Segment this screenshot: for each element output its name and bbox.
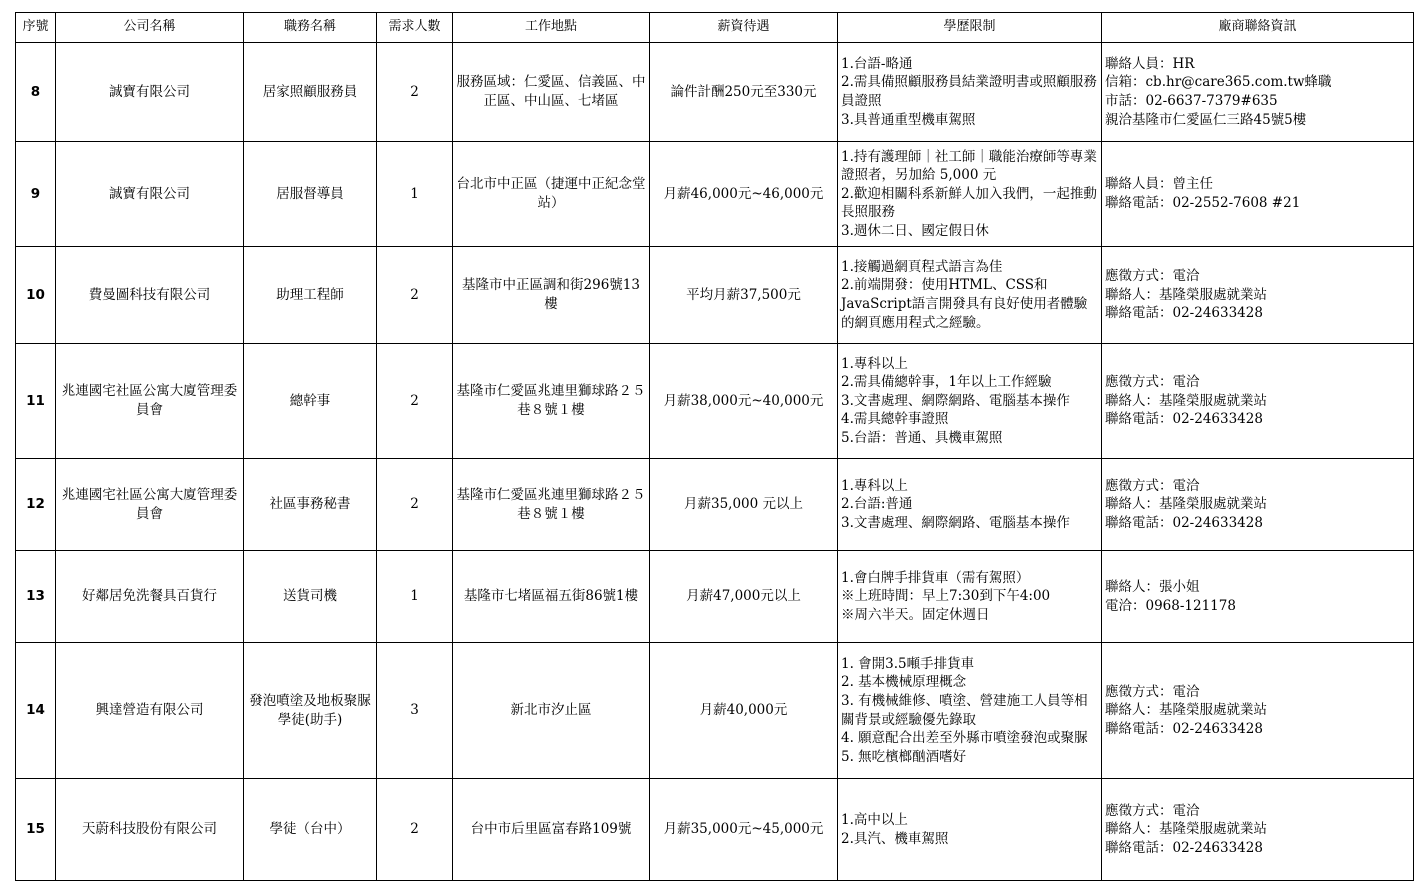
requirements-cell [838,247,1102,344]
company-cell: 誠寶有限公司 [56,43,244,142]
contact-line: 聯絡人員：HR [1105,55,1195,72]
contact-line: 聯絡電話：02-24633428 [1105,514,1263,531]
requirement-line: 1.台語-略通 [841,55,913,72]
requirement-line: 2.台語:普通 [841,496,913,513]
header-company: 公司名稱 [56,13,244,43]
table-row [16,142,1414,247]
table-row [16,551,1414,643]
header-count: 需求人數 [377,13,453,43]
table-row [16,43,1414,142]
company-cell: 好鄰居免洗餐具百貨行 [56,551,244,643]
seq-cell: 14 [16,643,56,779]
location-cell: 基隆市七堵區福五街86號1樓 [453,551,650,643]
count-cell: 2 [377,247,453,344]
contact-line: 應徵方式：電洽 [1105,683,1200,700]
count-cell: 2 [377,459,453,551]
requirement-line: 3.具普通重型機車駕照 [841,111,976,128]
company-cell: 費曼圖科技有限公司 [56,247,244,344]
requirement-line: 2.歡迎相關科系新鮮人加入我們，一起推動長照服務 [841,185,1097,221]
requirement-line: 4.需具總幹事證照 [841,411,949,428]
contact-line: 應徵方式：電洽 [1105,268,1200,285]
position-cell: 助理工程師 [244,247,377,344]
location-cell: 基隆市中正區調和街296號13樓 [453,247,650,344]
contact-line: 聯絡人：基隆榮服處就業站 [1105,392,1267,409]
table-row [16,459,1414,551]
requirement-line: 1.持有護理師｜社工師｜職能治療師等專業證照者，另加給 5,000 元 [841,148,1097,184]
requirement-line: ※上班時間：早上7:30到下午4:00 [841,588,1051,605]
requirement-line: 3. 有機械維修、噴塗、營建施工人員等相關背景或經驗優先錄取 [841,692,1088,728]
requirement-line: 2.具汽、機車駕照 [841,830,949,847]
requirement-line: 3.文書處理、網際網路、電腦基本操作 [841,514,1070,531]
count-cell: 2 [377,779,453,881]
table-header-row [16,13,1414,43]
position-cell: 居服督導員 [244,142,377,247]
header-contact: 廠商聯絡資訊 [1102,13,1414,43]
seq-cell: 12 [16,459,56,551]
contact-cell [1102,344,1414,459]
count-cell: 2 [377,344,453,459]
contact-cell [1102,551,1414,643]
seq-cell: 10 [16,247,56,344]
header-requirements: 學歷限制 [838,13,1102,43]
company-cell: 興達營造有限公司 [56,643,244,779]
count-cell: 2 [377,43,453,142]
location-cell: 基隆市仁愛區兆連里獅球路２５巷８號１樓 [453,459,650,551]
seq-cell: 15 [16,779,56,881]
requirements-cell [838,344,1102,459]
header-salary: 薪資待遇 [650,13,838,43]
seq-cell: 11 [16,344,56,459]
count-cell: 3 [377,643,453,779]
location-cell: 服務區域：仁愛區、信義區、中正區、中山區、七堵區 [453,43,650,142]
salary-cell: 月薪35,000 元以上 [650,459,838,551]
company-cell: 誠寶有限公司 [56,142,244,247]
contact-line: 聯絡人：基隆榮服處就業站 [1105,286,1267,303]
requirement-line: 5. 無吃檳榔酗酒嗜好 [841,748,967,765]
requirements-cell [838,779,1102,881]
table-body [16,43,1414,881]
contact-cell [1102,43,1414,142]
contact-line: 聯絡電話：02-24633428 [1105,411,1263,428]
contact-line: 市話：02-6637-7379#635 [1105,93,1278,109]
position-cell: 居家照顧服務員 [244,43,377,142]
salary-cell: 月薪46,000元~46,000元 [650,142,838,247]
contact-line: 聯絡電話：02-2552-7608 #21 [1105,195,1301,211]
location-cell: 台北市中正區（捷運中正紀念堂站） [453,142,650,247]
location-cell: 基隆市仁愛區兆連里獅球路２５巷８號１樓 [453,344,650,459]
requirement-line: 1.高中以上 [841,811,908,828]
contact-cell [1102,779,1414,881]
contact-line: 聯絡人：張小姐 [1105,578,1200,595]
contact-line: 聯絡人員：曾主任 [1105,176,1213,193]
requirements-cell [838,551,1102,643]
contact-line: 電洽：0968-121178 [1105,597,1236,614]
requirement-line: 2.需具備總幹事，1年以上工作經驗 [841,374,1052,391]
table-row [16,247,1414,344]
requirements-cell [838,43,1102,142]
header-position: 職務名稱 [244,13,377,43]
header-location: 工作地點 [453,13,650,43]
table-row [16,344,1414,459]
requirement-line: 2. 基本機械原理概念 [841,674,967,691]
position-cell: 總幹事 [244,344,377,459]
salary-cell: 月薪38,000元~40,000元 [650,344,838,459]
contact-cell [1102,142,1414,247]
count-cell: 1 [377,142,453,247]
table-row [16,779,1414,881]
position-cell: 發泡噴塗及地板聚脲學徒(助手) [244,643,377,779]
company-cell: 兆連國宅社區公寓大廈管理委員會 [56,344,244,459]
company-cell: 兆連國宅社區公寓大廈管理委員會 [56,459,244,551]
salary-cell: 月薪40,000元 [650,643,838,779]
requirement-line: 3.週休二日、國定假日休 [841,222,989,239]
requirement-line: 5.台語：普通、具機車駕照 [841,429,1003,446]
salary-cell: 論件計酬250元至330元 [650,43,838,142]
contact-cell [1102,643,1414,779]
requirement-line: 1.接觸過網頁程式語言為佳 [841,258,1003,275]
seq-cell: 9 [16,142,56,247]
contact-line: 應徵方式：電洽 [1105,477,1200,494]
header-seq: 序號 [16,13,56,43]
contact-line: 信箱：cb.hr@care365.com.tw蜂職 [1105,74,1332,91]
salary-cell: 平均月薪37,500元 [650,247,838,344]
contact-line: 聯絡人：基隆榮服處就業站 [1105,821,1267,838]
requirement-line: 4. 願意配合出差至外縣市噴塗發泡或聚脲 [841,730,1088,747]
requirement-line: 3.文書處理、網際網路、電腦基本操作 [841,392,1070,409]
contact-line: 聯絡電話：02-24633428 [1105,305,1263,322]
contact-cell [1102,247,1414,344]
requirement-line: 2.前端開發：使用HTML、CSS和JavaScript語言開發具有良好使用者體驗的網頁應用程式之經驗。 [841,277,1088,331]
contact-line: 聯絡電話：02-24633428 [1105,839,1263,856]
job-listing-table [15,12,1414,881]
company-cell: 天蔚科技股份有限公司 [56,779,244,881]
contact-cell [1102,459,1414,551]
requirements-cell [838,643,1102,779]
position-cell: 社區事務秘書 [244,459,377,551]
location-cell: 新北市汐止區 [453,643,650,779]
contact-line: 應徵方式：電洽 [1105,802,1200,819]
salary-cell: 月薪47,000元以上 [650,551,838,643]
contact-line: 聯絡電話：02-24633428 [1105,720,1263,737]
requirements-cell [838,459,1102,551]
seq-cell: 8 [16,43,56,142]
requirement-line: 1. 會開3.5噸手排貨車 [841,655,975,672]
requirement-line: 1.專科以上 [841,477,908,494]
position-cell: 送貨司機 [244,551,377,643]
contact-line: 應徵方式：電洽 [1105,374,1200,391]
position-cell: 學徒（台中） [244,779,377,881]
requirement-line: 1.會白牌手排貨車（需有駕照） [841,569,1030,586]
table-row [16,643,1414,779]
requirement-line: 2.需具備照顧服務員結業證明書或照顧服務員證照 [841,74,1097,109]
salary-cell: 月薪35,000元~45,000元 [650,779,838,881]
seq-cell: 13 [16,551,56,643]
count-cell: 1 [377,551,453,643]
location-cell: 台中市后里區富春路109號 [453,779,650,881]
requirement-line: ※周六半天。固定休週日 [841,606,990,623]
requirement-line: 1.專科以上 [841,355,908,372]
contact-line: 親洽基隆市仁愛區仁三路45號5樓 [1105,111,1307,128]
contact-line: 聯絡人：基隆榮服處就業站 [1105,496,1267,513]
contact-line: 聯絡人：基隆榮服處就業站 [1105,702,1267,719]
requirements-cell [838,142,1102,247]
